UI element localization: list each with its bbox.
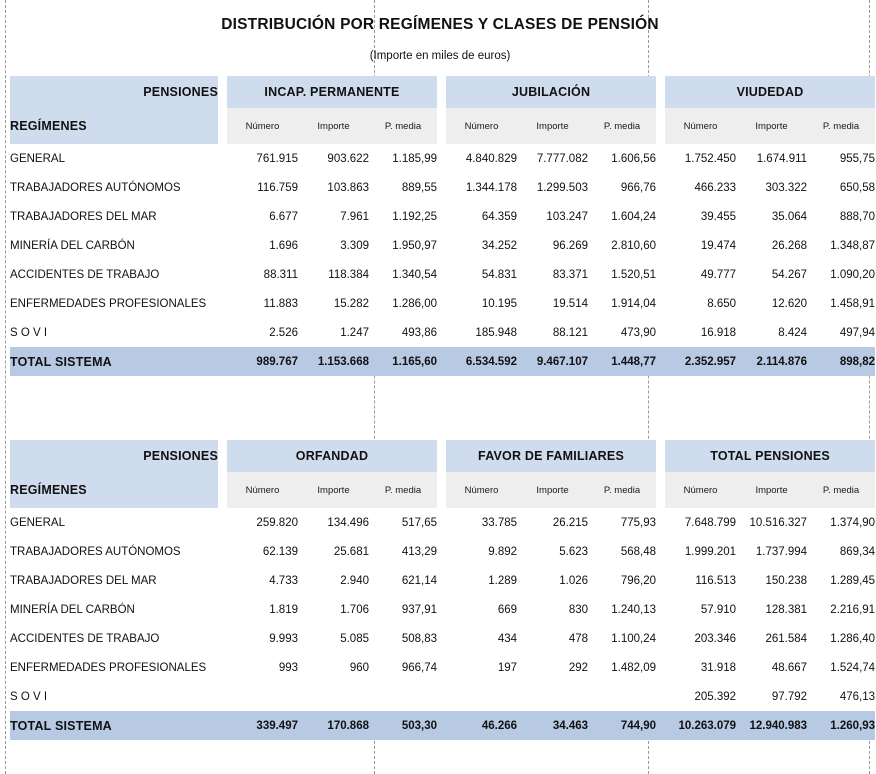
data-cell-total_pensiones-numero: 7.648.799 — [665, 508, 736, 537]
header2-gap-2 — [437, 440, 446, 472]
table-row — [10, 260, 875, 289]
table-2-sub-header-row — [10, 472, 875, 508]
table-1-body — [10, 144, 875, 376]
data-cell-incap-p_media: 1.192,25 — [369, 202, 437, 231]
subheader-favor-numero: Número — [446, 472, 517, 508]
data-cell-favor-p_media — [588, 682, 656, 711]
column-gap — [656, 260, 665, 289]
data-cell-jubilacion-importe: 83.371 — [517, 260, 588, 289]
data-cell-total_pensiones-p_media: 869,34 — [807, 537, 875, 566]
data-cell-jubilacion-numero: 1.344.178 — [446, 173, 517, 202]
sub-gap-2 — [437, 108, 446, 144]
data-cell-orfandad-numero: 4.733 — [227, 566, 298, 595]
data-cell-orfandad-p_media: 937,91 — [369, 595, 437, 624]
data-cell-viudedad-importe: 1.674.911 — [736, 144, 807, 173]
data-cell-incap-numero: 11.883 — [227, 289, 298, 318]
column-gap — [656, 347, 665, 376]
data-cell-favor-p_media: 1.240,13 — [588, 595, 656, 624]
data-cell-incap-p_media: 1.340,54 — [369, 260, 437, 289]
column-gap — [656, 624, 665, 653]
row-label: ENFERMEDADES PROFESIONALES — [10, 289, 218, 318]
column-gap — [218, 260, 227, 289]
total-cell-viudedad-importe: 2.114.876 — [736, 347, 807, 376]
data-cell-orfandad-importe: 1.706 — [298, 595, 369, 624]
group-header-viudedad: VIUDEDAD — [665, 76, 875, 108]
data-cell-total_pensiones-numero: 203.346 — [665, 624, 736, 653]
data-cell-favor-p_media: 775,93 — [588, 508, 656, 537]
page-subtitle: (Importe en miles de euros) — [369, 50, 511, 62]
column-gap — [218, 682, 227, 711]
data-cell-orfandad-p_media: 966,74 — [369, 653, 437, 682]
column-gap — [218, 289, 227, 318]
header2-gap-3 — [656, 440, 665, 472]
data-cell-jubilacion-p_media: 1.606,56 — [588, 144, 656, 173]
data-cell-jubilacion-importe: 7.777.082 — [517, 144, 588, 173]
data-cell-incap-p_media: 1.185,99 — [369, 144, 437, 173]
column-gap — [656, 318, 665, 347]
subheader-incap-importe: Importe — [298, 108, 369, 144]
data-cell-viudedad-importe: 54.267 — [736, 260, 807, 289]
data-cell-jubilacion-numero: 34.252 — [446, 231, 517, 260]
column-gap — [218, 595, 227, 624]
data-cell-incap-p_media: 1.950,97 — [369, 231, 437, 260]
data-cell-viudedad-importe: 8.424 — [736, 318, 807, 347]
group-header-incap-permanente: INCAP. PERMANENTE — [227, 76, 437, 108]
data-cell-viudedad-p_media: 497,94 — [807, 318, 875, 347]
data-cell-total_pensiones-importe: 10.516.327 — [736, 508, 807, 537]
column-gap — [437, 508, 446, 537]
data-cell-favor-numero: 33.785 — [446, 508, 517, 537]
data-cell-orfandad-importe: 134.496 — [298, 508, 369, 537]
data-cell-jubilacion-p_media: 473,90 — [588, 318, 656, 347]
data-cell-favor-numero: 434 — [446, 624, 517, 653]
column-gap — [218, 202, 227, 231]
tables-spacer — [0, 376, 876, 440]
column-gap — [656, 508, 665, 537]
column-gap — [218, 318, 227, 347]
total-cell-incap-p_media: 1.165,60 — [369, 347, 437, 376]
data-cell-total_pensiones-numero: 1.999.201 — [665, 537, 736, 566]
total-cell-orfandad-numero: 339.497 — [227, 711, 298, 740]
data-cell-incap-importe: 3.309 — [298, 231, 369, 260]
table-row — [10, 566, 875, 595]
data-cell-jubilacion-numero: 4.840.829 — [446, 144, 517, 173]
data-cell-total_pensiones-p_media: 1.286,40 — [807, 624, 875, 653]
table-2-body — [10, 508, 875, 740]
subheader-jubilacion-numero: Número — [446, 108, 517, 144]
table-row — [10, 318, 875, 347]
data-cell-viudedad-numero: 16.918 — [665, 318, 736, 347]
data-cell-jubilacion-importe: 88.121 — [517, 318, 588, 347]
data-cell-viudedad-p_media: 650,58 — [807, 173, 875, 202]
data-cell-favor-importe: 26.215 — [517, 508, 588, 537]
data-cell-favor-importe: 830 — [517, 595, 588, 624]
data-cell-viudedad-importe: 303.322 — [736, 173, 807, 202]
data-cell-incap-numero: 2.526 — [227, 318, 298, 347]
header2-gap-1 — [218, 440, 227, 472]
data-cell-viudedad-p_media: 1.348,87 — [807, 231, 875, 260]
column-gap — [218, 173, 227, 202]
row-label: TRABAJADORES AUTÓNOMOS — [10, 537, 218, 566]
group-header-total-pensiones: TOTAL PENSIONES — [665, 440, 875, 472]
column-gap — [656, 682, 665, 711]
data-cell-viudedad-importe: 12.620 — [736, 289, 807, 318]
total-cell-jubilacion-p_media: 1.448,77 — [588, 347, 656, 376]
data-cell-total_pensiones-p_media: 2.216,91 — [807, 595, 875, 624]
data-cell-viudedad-importe: 26.268 — [736, 231, 807, 260]
data-cell-orfandad-p_media: 517,65 — [369, 508, 437, 537]
data-cell-orfandad-importe: 960 — [298, 653, 369, 682]
data-cell-orfandad-importe: 2.940 — [298, 566, 369, 595]
data-cell-orfandad-p_media — [369, 682, 437, 711]
subheader-favor-importe: Importe — [517, 472, 588, 508]
table-row — [10, 173, 875, 202]
data-cell-orfandad-numero — [227, 682, 298, 711]
header-gap-1 — [218, 76, 227, 108]
total-cell-favor-numero: 46.266 — [446, 711, 517, 740]
column-gap — [437, 566, 446, 595]
data-cell-orfandad-p_media: 413,29 — [369, 537, 437, 566]
data-cell-jubilacion-importe: 103.247 — [517, 202, 588, 231]
column-gap — [656, 173, 665, 202]
data-cell-orfandad-numero: 1.819 — [227, 595, 298, 624]
column-gap — [656, 566, 665, 595]
column-gap — [218, 347, 227, 376]
data-cell-viudedad-p_media: 1.090,20 — [807, 260, 875, 289]
data-cell-jubilacion-numero: 64.359 — [446, 202, 517, 231]
data-cell-viudedad-numero: 19.474 — [665, 231, 736, 260]
data-cell-favor-numero: 1.289 — [446, 566, 517, 595]
column-gap — [218, 653, 227, 682]
total-cell-jubilacion-importe: 9.467.107 — [517, 347, 588, 376]
total-cell-total_pensiones-numero: 10.263.079 — [665, 711, 736, 740]
data-cell-jubilacion-numero: 54.831 — [446, 260, 517, 289]
row-label: S O V I — [10, 682, 218, 711]
data-cell-orfandad-numero: 993 — [227, 653, 298, 682]
row-label: ACCIDENTES DE TRABAJO — [10, 624, 218, 653]
table-row — [10, 144, 875, 173]
data-cell-total_pensiones-importe: 97.792 — [736, 682, 807, 711]
table-row — [10, 289, 875, 318]
data-cell-favor-importe: 1.026 — [517, 566, 588, 595]
row-label: MINERÍA DEL CARBÓN — [10, 231, 218, 260]
page-title: DISTRIBUCIÓN POR REGÍMENES Y CLASES DE PENSIÓN — [221, 16, 659, 33]
column-gap — [437, 318, 446, 347]
data-cell-jubilacion-p_media: 1.914,04 — [588, 289, 656, 318]
table-1-sub-header-row — [10, 108, 875, 144]
total-cell-total_pensiones-importe: 12.940.983 — [736, 711, 807, 740]
column-gap — [437, 202, 446, 231]
data-cell-incap-p_media: 889,55 — [369, 173, 437, 202]
data-cell-viudedad-p_media: 1.458,91 — [807, 289, 875, 318]
column-gap — [437, 289, 446, 318]
data-cell-favor-p_media: 568,48 — [588, 537, 656, 566]
column-gap — [437, 653, 446, 682]
subheader-jubilacion-importe: Importe — [517, 108, 588, 144]
sub-gap-1 — [218, 108, 227, 144]
header-regimenes-2: REGÍMENES — [10, 472, 218, 508]
data-cell-orfandad-p_media: 621,14 — [369, 566, 437, 595]
data-cell-favor-p_media: 1.482,09 — [588, 653, 656, 682]
group-header-favor-de-familiares: FAVOR DE FAMILIARES — [446, 440, 656, 472]
total-cell-favor-p_media: 744,90 — [588, 711, 656, 740]
total-cell-orfandad-p_media: 503,30 — [369, 711, 437, 740]
column-gap — [437, 537, 446, 566]
row-label: TRABAJADORES DEL MAR — [10, 202, 218, 231]
column-gap — [437, 624, 446, 653]
data-cell-viudedad-importe: 35.064 — [736, 202, 807, 231]
column-gap — [437, 173, 446, 202]
total-cell-viudedad-p_media: 898,82 — [807, 347, 875, 376]
column-gap — [218, 144, 227, 173]
column-gap — [218, 231, 227, 260]
header-gap-3 — [656, 76, 665, 108]
data-cell-favor-numero — [446, 682, 517, 711]
group-header-jubilacion: JUBILACIÓN — [446, 76, 656, 108]
data-cell-jubilacion-importe: 19.514 — [517, 289, 588, 318]
data-cell-favor-importe — [517, 682, 588, 711]
data-cell-incap-p_media: 493,86 — [369, 318, 437, 347]
data-cell-incap-numero: 761.915 — [227, 144, 298, 173]
subheader-orfandad-importe: Importe — [298, 472, 369, 508]
subheader-totalpensiones-numero: Número — [665, 472, 736, 508]
data-cell-jubilacion-numero: 10.195 — [446, 289, 517, 318]
data-cell-favor-p_media: 1.100,24 — [588, 624, 656, 653]
total-cell-jubilacion-numero: 6.534.592 — [446, 347, 517, 376]
data-cell-orfandad-numero: 9.993 — [227, 624, 298, 653]
data-cell-jubilacion-p_media: 1.604,24 — [588, 202, 656, 231]
data-cell-jubilacion-importe: 1.299.503 — [517, 173, 588, 202]
total-cell-favor-importe: 34.463 — [517, 711, 588, 740]
column-gap — [656, 537, 665, 566]
row-label: GENERAL — [10, 144, 218, 173]
data-cell-viudedad-numero: 466.233 — [665, 173, 736, 202]
sub2-gap-3 — [656, 472, 665, 508]
header-pensiones-2: PENSIONES — [10, 440, 218, 472]
data-cell-incap-importe: 903.622 — [298, 144, 369, 173]
column-gap — [437, 682, 446, 711]
column-gap — [656, 231, 665, 260]
data-cell-orfandad-numero: 259.820 — [227, 508, 298, 537]
data-cell-favor-numero: 9.892 — [446, 537, 517, 566]
row-label: GENERAL — [10, 508, 218, 537]
data-cell-jubilacion-numero: 185.948 — [446, 318, 517, 347]
total-cell-orfandad-importe: 170.868 — [298, 711, 369, 740]
data-cell-total_pensiones-importe: 128.381 — [736, 595, 807, 624]
table-row — [10, 231, 875, 260]
data-cell-total_pensiones-importe: 150.238 — [736, 566, 807, 595]
table-row — [10, 508, 875, 537]
subheader-viudedad-pmedia: P. media — [807, 108, 875, 144]
table-total-row — [10, 347, 875, 376]
data-cell-viudedad-p_media: 955,75 — [807, 144, 875, 173]
data-cell-incap-numero: 1.696 — [227, 231, 298, 260]
table-row — [10, 595, 875, 624]
column-gap — [218, 711, 227, 740]
table-2-group-header-row — [10, 440, 875, 472]
column-gap — [218, 624, 227, 653]
subheader-totalpensiones-importe: Importe — [736, 472, 807, 508]
column-gap — [656, 595, 665, 624]
total-row-label: TOTAL SISTEMA — [10, 347, 218, 376]
column-gap — [218, 508, 227, 537]
table-1-wrapper — [0, 76, 876, 376]
total-cell-incap-numero: 989.767 — [227, 347, 298, 376]
column-gap — [656, 202, 665, 231]
column-gap — [437, 595, 446, 624]
subheader-orfandad-pmedia: P. media — [369, 472, 437, 508]
data-cell-viudedad-numero: 49.777 — [665, 260, 736, 289]
column-gap — [437, 144, 446, 173]
total-row-label: TOTAL SISTEMA — [10, 711, 218, 740]
table-total-row — [10, 711, 875, 740]
header-pensiones: PENSIONES — [10, 76, 218, 108]
column-gap — [656, 289, 665, 318]
data-cell-total_pensiones-p_media: 1.289,45 — [807, 566, 875, 595]
data-cell-incap-importe: 118.384 — [298, 260, 369, 289]
header-gap-2 — [437, 76, 446, 108]
subheader-totalpensiones-pmedia: P. media — [807, 472, 875, 508]
data-cell-incap-importe: 15.282 — [298, 289, 369, 318]
table-row — [10, 624, 875, 653]
data-cell-total_pensiones-numero: 31.918 — [665, 653, 736, 682]
data-cell-jubilacion-importe: 96.269 — [517, 231, 588, 260]
data-cell-incap-p_media: 1.286,00 — [369, 289, 437, 318]
data-cell-orfandad-numero: 62.139 — [227, 537, 298, 566]
data-cell-favor-importe: 292 — [517, 653, 588, 682]
table-row — [10, 653, 875, 682]
column-gap — [656, 711, 665, 740]
subheader-viudedad-numero: Número — [665, 108, 736, 144]
column-gap — [437, 231, 446, 260]
data-cell-viudedad-numero: 8.650 — [665, 289, 736, 318]
column-gap — [218, 566, 227, 595]
data-cell-incap-importe: 1.247 — [298, 318, 369, 347]
data-cell-total_pensiones-p_media: 1.524,74 — [807, 653, 875, 682]
row-label: MINERÍA DEL CARBÓN — [10, 595, 218, 624]
column-gap — [218, 537, 227, 566]
data-cell-incap-numero: 116.759 — [227, 173, 298, 202]
data-cell-viudedad-p_media: 888,70 — [807, 202, 875, 231]
data-cell-total_pensiones-p_media: 476,13 — [807, 682, 875, 711]
column-gap — [656, 144, 665, 173]
table-row — [10, 537, 875, 566]
subheader-incap-pmedia: P. media — [369, 108, 437, 144]
sub2-gap-2 — [437, 472, 446, 508]
data-cell-total_pensiones-importe: 1.737.994 — [736, 537, 807, 566]
table-2-wrapper — [0, 440, 876, 740]
data-cell-total_pensiones-numero: 116.513 — [665, 566, 736, 595]
data-cell-orfandad-importe — [298, 682, 369, 711]
data-cell-jubilacion-p_media: 2.810,60 — [588, 231, 656, 260]
column-gap — [437, 347, 446, 376]
data-cell-orfandad-p_media: 508,83 — [369, 624, 437, 653]
data-cell-viudedad-numero: 1.752.450 — [665, 144, 736, 173]
sub-gap-3 — [656, 108, 665, 144]
header-regimenes: REGÍMENES — [10, 108, 218, 144]
data-cell-incap-numero: 88.311 — [227, 260, 298, 289]
data-cell-incap-importe: 7.961 — [298, 202, 369, 231]
row-label: TRABAJADORES DEL MAR — [10, 566, 218, 595]
subheader-viudedad-importe: Importe — [736, 108, 807, 144]
subheader-jubilacion-pmedia: P. media — [588, 108, 656, 144]
data-cell-total_pensiones-importe: 261.584 — [736, 624, 807, 653]
data-cell-total_pensiones-numero: 205.392 — [665, 682, 736, 711]
data-cell-favor-p_media: 796,20 — [588, 566, 656, 595]
data-cell-viudedad-numero: 39.455 — [665, 202, 736, 231]
subheader-incap-numero: Número — [227, 108, 298, 144]
row-label: ACCIDENTES DE TRABAJO — [10, 260, 218, 289]
pension-table-1 — [10, 76, 875, 376]
data-cell-jubilacion-p_media: 1.520,51 — [588, 260, 656, 289]
data-cell-incap-importe: 103.863 — [298, 173, 369, 202]
total-cell-viudedad-numero: 2.352.957 — [665, 347, 736, 376]
data-cell-jubilacion-p_media: 966,76 — [588, 173, 656, 202]
column-gap — [656, 653, 665, 682]
data-cell-favor-importe: 5.623 — [517, 537, 588, 566]
data-cell-orfandad-importe: 25.681 — [298, 537, 369, 566]
data-cell-favor-numero: 669 — [446, 595, 517, 624]
group-header-orfandad: ORFANDAD — [227, 440, 437, 472]
column-gap — [437, 711, 446, 740]
data-cell-total_pensiones-numero: 57.910 — [665, 595, 736, 624]
data-cell-favor-numero: 197 — [446, 653, 517, 682]
column-gap — [437, 260, 446, 289]
row-label: S O V I — [10, 318, 218, 347]
data-cell-favor-importe: 478 — [517, 624, 588, 653]
subheader-orfandad-numero: Número — [227, 472, 298, 508]
data-cell-total_pensiones-p_media: 1.374,90 — [807, 508, 875, 537]
total-cell-incap-importe: 1.153.668 — [298, 347, 369, 376]
data-cell-orfandad-importe: 5.085 — [298, 624, 369, 653]
row-label: TRABAJADORES AUTÓNOMOS — [10, 173, 218, 202]
subheader-favor-pmedia: P. media — [588, 472, 656, 508]
table-row — [10, 202, 875, 231]
table-row — [10, 682, 875, 711]
row-label: ENFERMEDADES PROFESIONALES — [10, 653, 218, 682]
total-cell-total_pensiones-p_media: 1.260,93 — [807, 711, 875, 740]
data-cell-total_pensiones-importe: 48.667 — [736, 653, 807, 682]
sub2-gap-1 — [218, 472, 227, 508]
table-1-group-header-row — [10, 76, 875, 108]
pension-table-2 — [10, 440, 875, 740]
data-cell-incap-numero: 6.677 — [227, 202, 298, 231]
